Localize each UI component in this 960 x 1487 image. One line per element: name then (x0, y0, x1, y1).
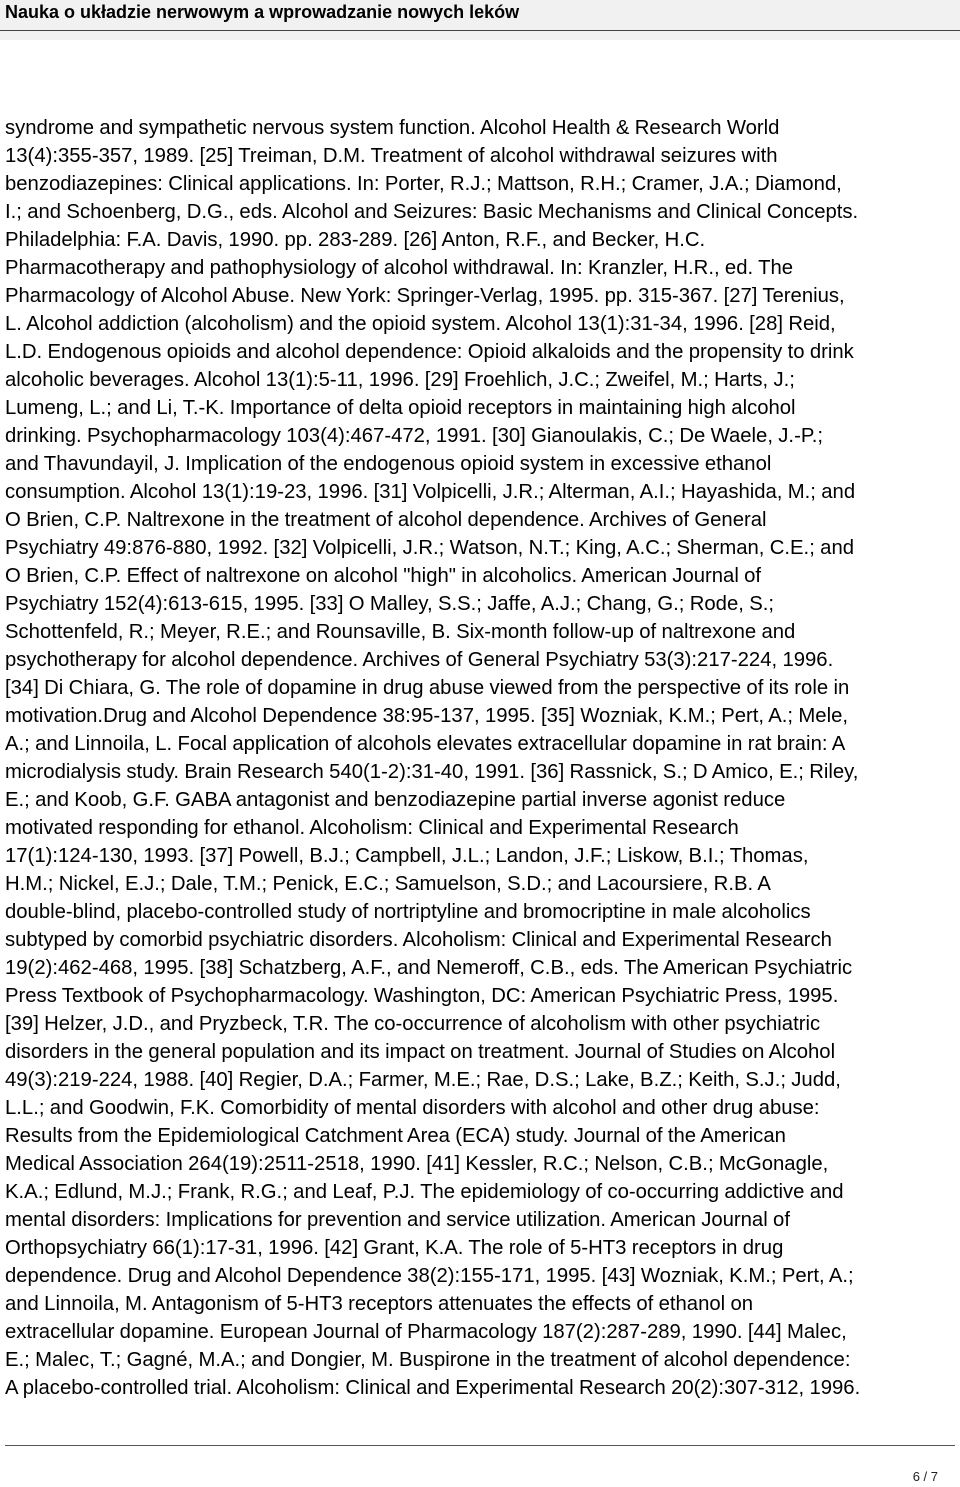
text-line: microdialysis study. Brain Research 540(1-2):31-40, 1991. [36] Rassnick, S.; D Amico, E.; Riley, (5, 761, 859, 783)
text-line: Pharmacotherapy and pathophysiology of alcohol withdrawal. In: Kranzler, H.R., ed. The (5, 257, 794, 279)
text-line: A placebo-controlled trial. Alcoholism: Clinical and Experimental Research 20(2):307-312, 1996. (5, 1377, 861, 1399)
text-line: and Linnoila, M. Antagonism of 5-HT3 receptors attenuates the effects of ethanol on (5, 1293, 754, 1315)
text-line: A.; and Linnoila, L. Focal application of alcohols elevates extracellular dopamine in rat brain: A (5, 733, 846, 755)
text-line: L. Alcohol addiction (alcoholism) and the opioid system. Alcohol 13(1):31-34, 1996. [28] Reid, (5, 313, 836, 335)
text-line: motivation.Drug and Alcohol Dependence 38:95-137, 1995. [35] Wozniak, K.M.; Pert, A.; Mele, (5, 705, 848, 727)
text-line: alcoholic beverages. Alcohol 13(1):5-11, 1996. [29] Froehlich, J.C.; Zweifel, M.; Harts, J.; (5, 369, 795, 391)
text-line: L.D. Endogenous opioids and alcohol dependence: Opioid alkaloids and the propensity to drink (5, 341, 854, 363)
text-line: extracellular dopamine. European Journal of Pharmacology 187(2):287-289, 1990. [44] Malec, (5, 1321, 847, 1343)
text-line: psychotherapy for alcohol dependence. Archives of General Psychiatry 53(3):217-224, 1996. (5, 649, 834, 671)
header-divider (0, 30, 960, 31)
text-line: benzodiazepines: Clinical applications. In: Porter, R.J.; Mattson, R.H.; Cramer, J.A.; Diamond, (5, 173, 842, 195)
text-line: 13(4):355-357, 1989. [25] Treiman, D.M. Treatment of alcohol withdrawal seizures with (5, 145, 778, 167)
text-line: mental disorders: Implications for prevention and service utilization. American Journal of (5, 1209, 790, 1231)
text-line: E.; and Koob, G.F. GABA antagonist and benzodiazepine partial inverse agonist reduce (5, 789, 786, 811)
text-line: Medical Association 264(19):2511-2518, 1990. [41] Kessler, R.C.; Nelson, C.B.; McGonagle, (5, 1153, 829, 1175)
page-number: 6 / 7 (912, 1469, 938, 1484)
text-line: drinking. Psychopharmacology 103(4):467-472, 1991. [30] Gianoulakis, C.; De Waele, J.-P.; (5, 425, 824, 447)
text-line: Philadelphia: F.A. Davis, 1990. pp. 283-289. [26] Anton, R.F., and Becker, H.C. (5, 229, 706, 251)
text-line: consumption. Alcohol 13(1):19-23, 1996. [31] Volpicelli, J.R.; Alterman, A.I.; Hayashida, M.; and (5, 481, 856, 503)
text-line: O Brien, C.P. Naltrexone in the treatment of alcohol dependence. Archives of General (5, 509, 767, 531)
text-line: Lumeng, L.; and Li, T.-K. Importance of delta opioid receptors in maintaining high alcohol (5, 397, 796, 419)
document-title: Nauka o układzie nerwowym a wprowadzanie nowych leków (5, 2, 520, 22)
text-line: Psychiatry 49:876-880, 1992. [32] Volpicelli, J.R.; Watson, N.T.; King, A.C.; Sherman, C.E.; and (5, 537, 855, 559)
text-line: K.A.; Edlund, M.J.; Frank, R.G.; and Leaf, P.J. The epidemiology of co-occurring addictive and (5, 1181, 844, 1203)
text-line: Orthopsychiatry 66(1):17-31, 1996. [42] Grant, K.A. The role of 5-HT3 receptors in drug (5, 1237, 784, 1259)
text-line: double-blind, placebo-controlled study of nortriptyline and bromocriptine in male alcoholics (5, 901, 811, 923)
text-line: Pharmacology of Alcohol Abuse. New York: Springer-Verlag, 1995. pp. 315-367. [27] Terenius, (5, 285, 845, 307)
text-line: 17(1):124-130, 1993. [37] Powell, B.J.; Campbell, J.L.; Landon, J.F.; Liskow, B.I.; Thomas, (5, 845, 809, 867)
text-line: E.; Malec, T.; Gagné, M.A.; and Dongier, M. Buspirone in the treatment of alcohol dependence: (5, 1349, 851, 1371)
text-line: L.L.; and Goodwin, F.K. Comorbidity of mental disorders with alcohol and other drug abuse: (5, 1097, 820, 1119)
text-line: Press Textbook of Psychopharmacology. Washington, DC: American Psychiatric Press, 1995. (5, 985, 839, 1007)
text-line: [39] Helzer, J.D., and Pryzbeck, T.R. The co-occurrence of alcoholism with other psychiatric (5, 1013, 821, 1035)
page-header (0, 0, 960, 40)
text-line: disorders in the general population and its impact on treatment. Journal of Studies on Alcohol (5, 1041, 836, 1063)
text-line: dependence. Drug and Alcohol Dependence 38(2):155-171, 1995. [43] Wozniak, K.M.; Pert, A.; (5, 1265, 854, 1287)
text-line: 49(3):219-224, 1988. [40] Regier, D.A.; Farmer, M.E.; Rae, D.S.; Lake, B.Z.; Keith, S.J.; Judd, (5, 1069, 841, 1091)
text-line: syndrome and sympathetic nervous system function. Alcohol Health & Research World (5, 117, 780, 139)
text-line: Results from the Epidemiological Catchment Area (ECA) study. Journal of the American (5, 1125, 786, 1147)
text-line: 19(2):462-468, 1995. [38] Schatzberg, A.F., and Nemeroff, C.B., eds. The American Psychiatric (5, 957, 853, 979)
text-line: H.M.; Nickel, E.J.; Dale, T.M.; Penick, E.C.; Samuelson, S.D.; and Lacoursiere, R.B. A (5, 873, 771, 895)
text-line: O Brien, C.P. Effect of naltrexone on alcohol "high" in alcoholics. American Journal of (5, 565, 762, 587)
text-line: Psychiatry 152(4):613-615, 1995. [33] O Malley, S.S.; Jaffe, A.J.; Chang, G.; Rode, S.; (5, 593, 774, 615)
text-line: motivated responding for ethanol. Alcoholism: Clinical and Experimental Research (5, 817, 739, 839)
footer-divider (5, 1445, 955, 1446)
references-text (5, 114, 960, 1402)
text-line: and Thavundayil, J. Implication of the endogenous opioid system in excessive ethanol (5, 453, 772, 475)
text-line: I.; and Schoenberg, D.G., eds. Alcohol and Seizures: Basic Mechanisms and Clinical Concepts. (5, 201, 859, 223)
text-line: [34] Di Chiara, G. The role of dopamine in drug abuse viewed from the perspective of its role in (5, 677, 850, 699)
text-line: Schottenfeld, R.; Meyer, R.E.; and Rounsaville, B. Six-month follow-up of naltrexone and (5, 621, 796, 643)
text-line: subtyped by comorbid psychiatric disorders. Alcoholism: Clinical and Experimental Research (5, 929, 832, 951)
